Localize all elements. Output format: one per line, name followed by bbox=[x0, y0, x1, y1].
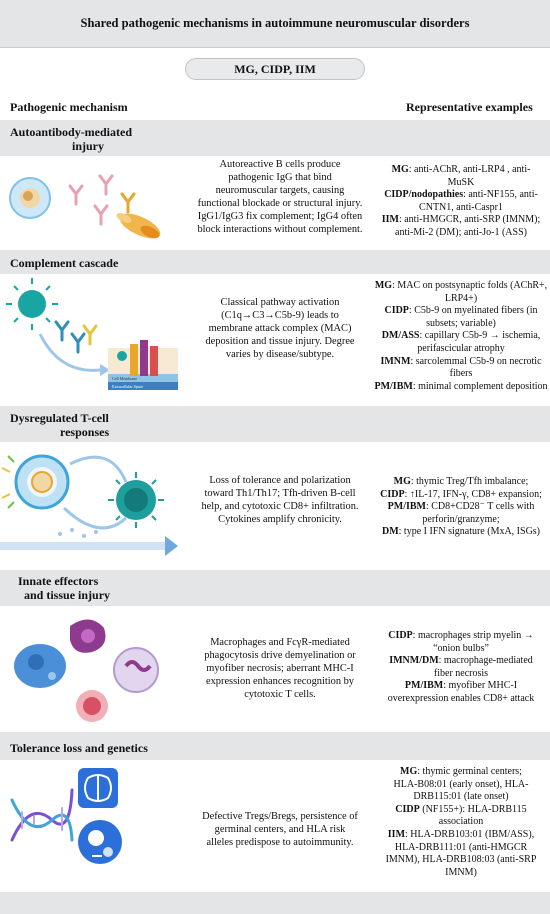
mechanism-line: varies by disease/subtype. bbox=[225, 349, 335, 360]
example-line bbox=[372, 680, 550, 693]
example-text: : type I IFN signature (MxA, ISGs) bbox=[398, 526, 541, 538]
section-innate-body bbox=[0, 606, 550, 732]
section-tcell-title bbox=[10, 411, 109, 439]
example-text: subsets; variable) bbox=[426, 317, 496, 329]
example-text: perifascicular atrophy bbox=[417, 342, 505, 354]
example-text: : minimal complement deposition bbox=[412, 380, 548, 392]
example-label: CIDP bbox=[380, 488, 405, 500]
mechanism-line: toward Th1/Th17; Tfh-driven B-cell bbox=[204, 488, 356, 499]
example-line bbox=[372, 318, 550, 331]
example-line bbox=[372, 368, 550, 381]
section-complement-title-band bbox=[0, 250, 550, 274]
example-line bbox=[372, 526, 550, 539]
example-label: MG bbox=[400, 766, 418, 777]
example-text: fibers bbox=[449, 368, 473, 380]
genetics-figure bbox=[0, 760, 175, 892]
section-innate-title-band bbox=[0, 570, 550, 606]
example-text: MuSK bbox=[447, 176, 475, 188]
example-line bbox=[372, 227, 550, 240]
example-line bbox=[372, 514, 550, 527]
example-text: CNTN1, anti-Caspr1 bbox=[419, 201, 503, 213]
section-genetics-mechanism bbox=[180, 810, 380, 849]
section-autoantibody-title-band bbox=[0, 120, 550, 156]
example-line bbox=[372, 501, 550, 514]
section-innate-title bbox=[18, 574, 110, 602]
neuromuscular-target-icon bbox=[115, 209, 164, 244]
mechanism-line: pathogenic IgG that bind bbox=[228, 172, 332, 183]
section-genetics-body bbox=[0, 760, 550, 892]
example-text: (NF155+): HLA-DRB115 bbox=[419, 803, 527, 815]
cytokine-green-icon bbox=[8, 456, 14, 508]
mechanism-line: help, and cytotoxic CD8+ infiltration. bbox=[201, 501, 359, 512]
mechanism-line: Autoreactive B cells produce bbox=[219, 159, 341, 170]
mechanism-line: alleles predispose to autoimmunity. bbox=[206, 837, 354, 848]
cytokine-dots bbox=[58, 528, 98, 538]
mechanism-line: membrane attack complex (MAC) bbox=[208, 323, 352, 334]
example-line bbox=[372, 305, 550, 318]
section-complement-body bbox=[0, 274, 550, 406]
example-line bbox=[372, 693, 550, 706]
example-line bbox=[372, 829, 550, 842]
example-label: PM/IBM bbox=[404, 680, 444, 692]
example-text: : MAC on postsynaptic folds (AChR+, bbox=[392, 280, 548, 291]
example-text: : macrophages strip myelin → bbox=[412, 630, 534, 641]
example-text: perforin/granzyme; bbox=[422, 513, 500, 525]
footer-band bbox=[0, 892, 550, 914]
example-label: DM bbox=[381, 526, 399, 538]
example-text: : ↑IL-17, IFN-γ, CD8+ expansion; bbox=[404, 488, 542, 500]
mechanism-line: myofiber necrosis; aberrant MHC-I bbox=[206, 663, 354, 674]
example-text: : HLA-DRB103:01 (IBM/ASS), bbox=[405, 828, 535, 840]
section-title-line: Dysregulated T-cell bbox=[10, 411, 109, 425]
example-line bbox=[372, 867, 550, 880]
section-tcell-body bbox=[0, 442, 550, 570]
section-genetics-examples bbox=[372, 766, 550, 879]
example-label: CIDP bbox=[384, 305, 409, 317]
section-title-line: Autoantibody-mediated bbox=[10, 125, 133, 139]
example-label: MG bbox=[391, 164, 409, 175]
mechanism-line: Loss of tolerance and polarization bbox=[209, 475, 351, 486]
column-header bbox=[0, 92, 550, 120]
example-text: IMNM), HLA-DRB108:03 (anti-SRP bbox=[385, 854, 537, 866]
complement-antibody-yellow-icon bbox=[84, 326, 96, 344]
example-label: DM/ASS bbox=[381, 330, 420, 342]
section-innate-examples bbox=[372, 630, 550, 706]
example-label: IMNM bbox=[380, 355, 411, 367]
example-text: : capillary C5b-9 → ischemia, bbox=[419, 330, 541, 342]
example-text: : sarcolemmal C5b-9 on necrotic bbox=[410, 355, 542, 367]
section-title-line: Innate effectors bbox=[18, 574, 99, 588]
example-line bbox=[372, 791, 550, 804]
example-text: : anti-NF155, anti- bbox=[463, 189, 538, 201]
mechanism-line: IgG1/IgG3 fix complement; IgG4 often bbox=[197, 211, 363, 222]
example-line bbox=[372, 476, 550, 489]
example-text: : thymic germinal centers; bbox=[417, 766, 522, 777]
cytokine-signal-icon bbox=[2, 468, 10, 498]
virus-icon bbox=[6, 278, 58, 330]
cytotoxic-cell-icon bbox=[108, 472, 164, 528]
example-line bbox=[372, 655, 550, 668]
example-line bbox=[372, 668, 550, 681]
example-label: CIDP bbox=[395, 803, 420, 815]
section-complement-mechanism bbox=[180, 296, 380, 361]
example-line bbox=[372, 766, 550, 779]
example-text: : anti-AChR, anti-LRP4 , anti- bbox=[408, 164, 531, 175]
example-text: IMNM) bbox=[445, 866, 477, 878]
mechanism-line: block interactions without complement. bbox=[197, 224, 363, 235]
section-autoantibody-title bbox=[10, 125, 132, 153]
section-autoantibody-examples bbox=[372, 164, 550, 240]
mechanism-line: germinal centers, and HLA risk bbox=[214, 824, 346, 835]
macrophage-blue-icon bbox=[14, 644, 66, 688]
section-title-line: injury bbox=[72, 139, 105, 153]
example-text: LRP4+) bbox=[444, 292, 478, 304]
extracellular-space-label: Extracellular Space bbox=[112, 384, 144, 389]
innate-figure bbox=[0, 606, 175, 732]
example-line bbox=[372, 489, 550, 502]
example-label: PM/IBM bbox=[374, 380, 413, 392]
example-line bbox=[372, 280, 550, 293]
example-line bbox=[372, 202, 550, 215]
example-line bbox=[372, 293, 550, 306]
example-text: : C5b-9 on myelinated fibers (in bbox=[408, 305, 538, 317]
example-label: IMNM/DM bbox=[389, 655, 439, 667]
chronicity-arrowhead bbox=[165, 536, 178, 556]
mechanism-line: Macrophages and FcγR-mediated bbox=[210, 637, 350, 648]
section-genetics-title: Tolerance loss and genetics bbox=[10, 741, 148, 755]
example-text: fiber necrosis bbox=[433, 667, 489, 679]
example-text: “onion bulbs” bbox=[433, 642, 489, 654]
example-line bbox=[372, 842, 550, 855]
section-autoantibody-body bbox=[0, 156, 550, 250]
mechanism-line: (C1q→C3→C5b-9) leads to bbox=[221, 310, 339, 321]
section-tcell-title-band bbox=[0, 406, 550, 442]
example-label: MG bbox=[374, 280, 393, 291]
example-line bbox=[372, 177, 550, 190]
antibody-figure bbox=[0, 156, 175, 250]
section-complement-examples bbox=[372, 280, 550, 393]
example-line bbox=[372, 643, 550, 656]
example-line bbox=[372, 189, 550, 202]
mechanism-line: phagocytosis drive demyelination or bbox=[204, 650, 356, 661]
dna-icon bbox=[12, 790, 72, 840]
example-text: : CD8+CD28⁻ T cells with bbox=[425, 501, 535, 513]
example-label: IIM bbox=[387, 828, 406, 840]
mechanism-line: Classical pathway activation bbox=[220, 297, 340, 308]
tcell-figure bbox=[0, 442, 180, 570]
example-label: CIDP bbox=[388, 630, 413, 641]
example-text: : macrophage-mediated bbox=[438, 655, 533, 667]
example-line bbox=[372, 214, 550, 227]
example-text: association bbox=[438, 816, 484, 828]
cell-membrane-label: Cell Membrane bbox=[112, 376, 137, 381]
b-cell-icon bbox=[10, 178, 50, 218]
polarization-arrow bbox=[70, 457, 126, 482]
example-line bbox=[372, 804, 550, 817]
section-autoantibody-mechanism bbox=[180, 158, 380, 236]
header-examples: Representative examples bbox=[406, 100, 533, 114]
mechanism-line: cytotoxic T cells. bbox=[244, 689, 316, 700]
section-tcell-examples bbox=[372, 476, 550, 539]
title-text: Shared pathogenic mechanisms in autoimmune neuromuscular disorders bbox=[80, 16, 470, 30]
example-line bbox=[372, 630, 550, 643]
disorders-pill: MG, CIDP, IIM bbox=[185, 58, 365, 80]
example-text: HLA-B08:01 (early onset), HLA- bbox=[393, 778, 529, 790]
example-line bbox=[372, 779, 550, 792]
section-genetics-title-band bbox=[0, 732, 550, 760]
mechanism-line: neuromuscular targets, causing bbox=[215, 185, 345, 196]
section-innate-mechanism bbox=[180, 636, 380, 701]
example-line bbox=[372, 356, 550, 369]
example-label: MG bbox=[393, 476, 411, 487]
section-title-line: and tissue injury bbox=[24, 588, 111, 602]
t-cell-icon bbox=[16, 456, 68, 508]
germinal-center-icon bbox=[78, 768, 118, 808]
section-complement-title: Complement cascade bbox=[10, 256, 119, 270]
example-line bbox=[372, 164, 550, 177]
example-text: overexpression enables CD8+ attack bbox=[387, 692, 535, 704]
neutrophil-icon bbox=[114, 648, 158, 692]
diagram-title bbox=[0, 0, 550, 48]
example-text: : myofiber MHC-I bbox=[443, 680, 518, 692]
example-line bbox=[372, 330, 550, 343]
antibody-icon bbox=[70, 176, 112, 224]
membrane-attack-complex-icon bbox=[108, 340, 178, 390]
section-tcell-mechanism bbox=[180, 474, 380, 526]
mechanism-line: functional blockade or structural injury. bbox=[197, 198, 363, 209]
example-line bbox=[372, 381, 550, 394]
example-text: DRB115:01 (late onset) bbox=[413, 791, 509, 803]
disorders-band bbox=[0, 48, 550, 92]
mechanism-line: deposition and tissue injury. Degree bbox=[205, 336, 355, 347]
autoimmunity-cell-icon bbox=[78, 820, 122, 864]
example-text: anti-Mi-2 (DM); anti-Jo-1 (ASS) bbox=[395, 226, 527, 238]
section-title-line: responses bbox=[60, 425, 110, 439]
antibody-orange-icon bbox=[122, 194, 134, 212]
complement-antibody-icon bbox=[56, 322, 84, 352]
example-label: IIM bbox=[381, 214, 399, 226]
example-label: CIDP/nodopathies bbox=[384, 189, 464, 201]
lymphocyte-red-icon bbox=[76, 690, 108, 722]
example-line bbox=[372, 343, 550, 356]
example-text: HLA-DRB111:01 (anti-HMGCR bbox=[394, 841, 528, 853]
mechanism-line: Cytokines amplify chronicity. bbox=[218, 514, 342, 525]
header-mechanism: Pathogenic mechanism bbox=[10, 100, 128, 114]
example-text: : anti-HMGCR, anti-SRP (IMNM); bbox=[398, 214, 541, 226]
mechanism-line: Defective Tregs/Bregs, persistence of bbox=[202, 811, 358, 822]
mechanism-line: expression enhances recognition by bbox=[205, 676, 355, 687]
chronicity-arrow-bar bbox=[0, 542, 165, 550]
macrophage-purple-icon bbox=[70, 619, 106, 652]
example-text: : thymic Treg/Tfh imbalance; bbox=[410, 476, 529, 487]
complement-figure bbox=[0, 274, 175, 406]
example-label: PM/IBM bbox=[387, 501, 426, 513]
example-line bbox=[372, 854, 550, 867]
example-line bbox=[372, 816, 550, 829]
